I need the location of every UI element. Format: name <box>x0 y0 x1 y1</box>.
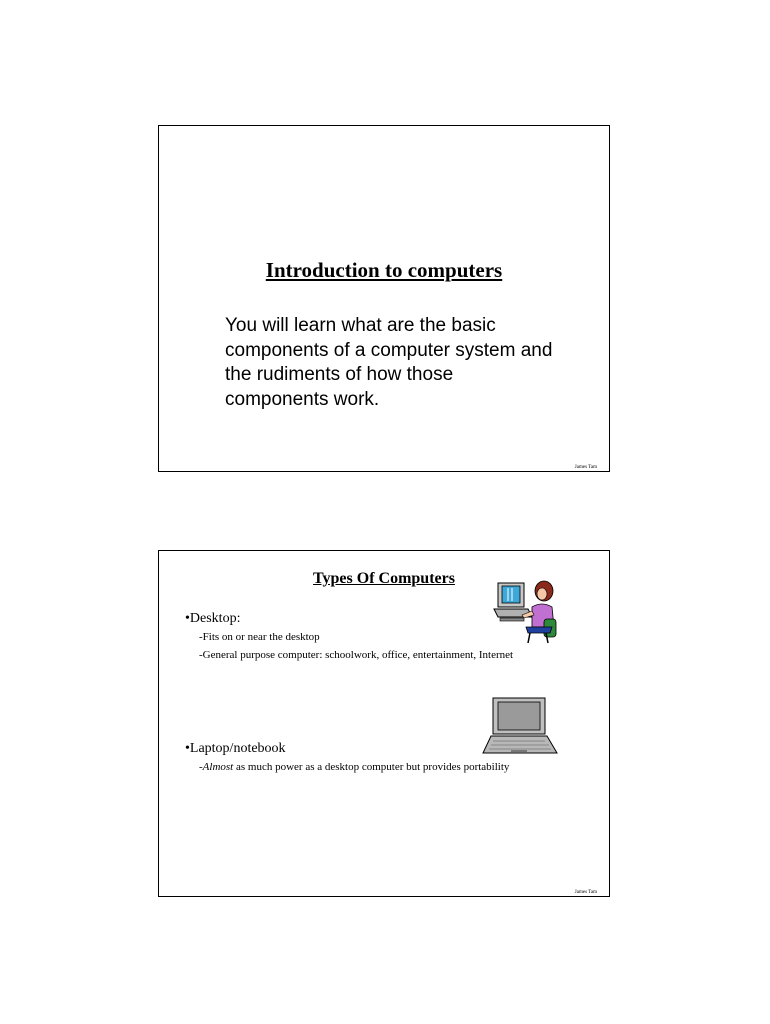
desktop-point-1: -Fits on or near the desktop <box>199 631 320 643</box>
slide-title: Types Of Computers <box>313 570 455 587</box>
laptop-heading: •Laptop/notebook <box>185 741 286 756</box>
desktop-point-2: -General purpose computer: schoolwork, office, entertainment, Internet <box>199 649 514 661</box>
person-at-desktop-computer-icon <box>492 577 562 647</box>
desktop-heading: •Desktop: <box>185 611 241 626</box>
slide-body-text: You will learn what are the basic components of a computer system and the rudiments of how those components work. <box>225 315 553 410</box>
laptop-icon <box>481 697 559 757</box>
slide-footer-author: James Tam <box>574 890 597 895</box>
slide-types-of-computers <box>158 550 610 897</box>
slide-introduction <box>158 125 610 472</box>
slide-title: Introduction to computers <box>265 258 503 282</box>
laptop-point-1 <box>199 761 509 773</box>
laptop-point-rest: as much power as a desktop computer but provides portability <box>233 761 510 773</box>
laptop-point-emphasis: Almost <box>202 761 234 773</box>
laptop-point-prefix: - <box>199 761 203 773</box>
slide-footer-author: James Tam <box>574 465 597 470</box>
